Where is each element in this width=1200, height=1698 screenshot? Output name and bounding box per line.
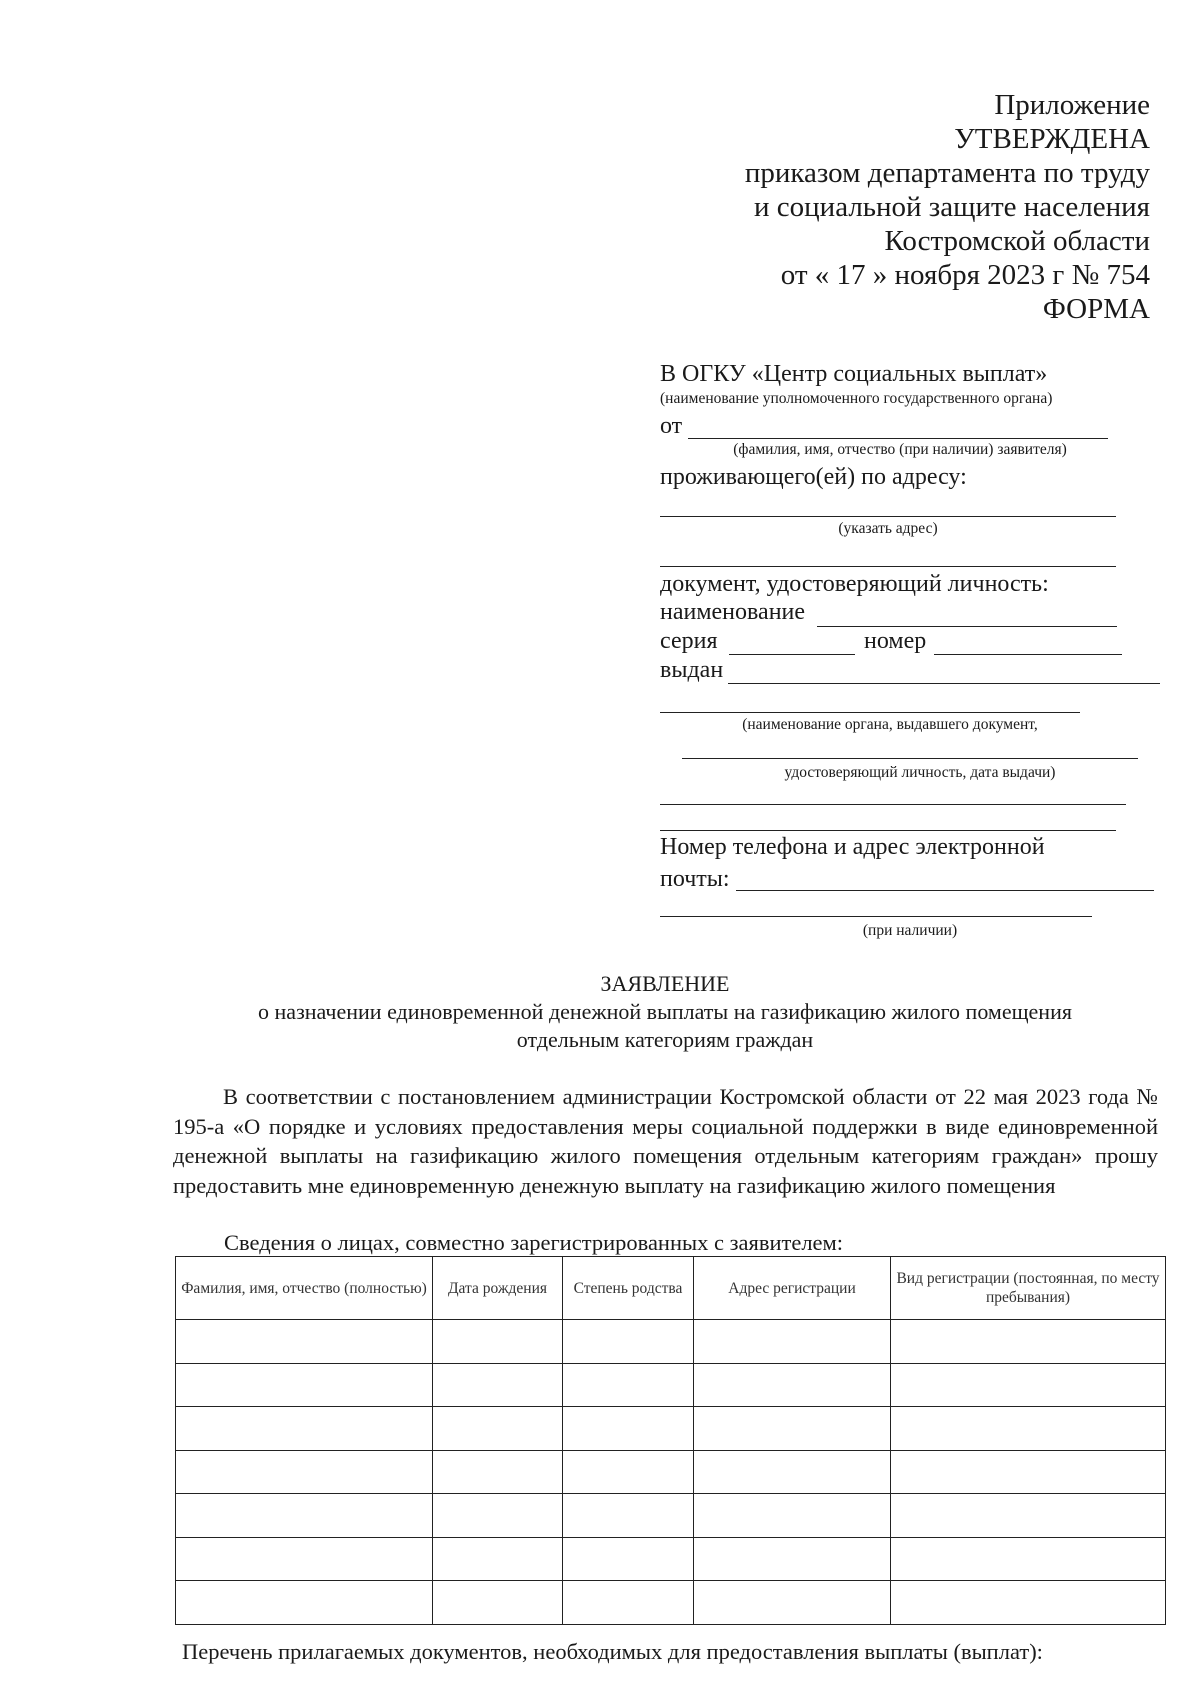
table-cell[interactable]: [176, 1581, 433, 1625]
col-registration-type: Вид регистрации (постоянная, по месту пребывания): [891, 1257, 1166, 1320]
table-row: [176, 1450, 1166, 1494]
number-label: номер: [864, 628, 927, 654]
table-cell[interactable]: [176, 1537, 433, 1581]
cohabitants-table: [175, 1256, 1166, 1625]
col-full-name: Фамилия, имя, отчество (полностью): [176, 1257, 433, 1320]
table-cell[interactable]: [433, 1320, 563, 1364]
table-row: [176, 1494, 1166, 1538]
table-cell[interactable]: [176, 1407, 433, 1451]
document-subtitle-2: отдельным категориям граждан: [516, 1027, 814, 1052]
table-cell[interactable]: [433, 1407, 563, 1451]
appendix-label: Приложение: [994, 89, 1150, 121]
order-date-number: от « 17 » ноября 2023 г № 754: [780, 259, 1150, 291]
table-cell[interactable]: [891, 1320, 1166, 1364]
table-cell[interactable]: [433, 1363, 563, 1407]
table-cell[interactable]: [433, 1537, 563, 1581]
phone-email-caption: (при наличии): [862, 922, 958, 939]
document-name-label: наименование: [660, 599, 806, 625]
table-cell[interactable]: [563, 1320, 694, 1364]
table-cell[interactable]: [563, 1494, 694, 1538]
table-cell[interactable]: [694, 1320, 891, 1364]
order-line: приказом департамента по труду: [744, 157, 1150, 189]
table-row: [176, 1363, 1166, 1407]
form-label: ФОРМА: [1042, 293, 1150, 325]
table-cell[interactable]: [433, 1450, 563, 1494]
document-name-field[interactable]: [817, 626, 1117, 627]
table-cell[interactable]: [563, 1363, 694, 1407]
phone-email-field-line-1[interactable]: [736, 890, 1154, 891]
address-label: проживающего(ей) по адресу:: [660, 464, 967, 490]
table-cell[interactable]: [563, 1450, 694, 1494]
table-cell[interactable]: [891, 1363, 1166, 1407]
table-cell[interactable]: [176, 1494, 433, 1538]
table-cell[interactable]: [891, 1537, 1166, 1581]
document-title: ЗАЯВЛЕНИЕ: [600, 971, 730, 996]
applicant-name-caption: (фамилия, имя, отчество (при наличии) заявителя): [733, 441, 1067, 458]
phone-email-field-line-2[interactable]: [660, 916, 1092, 917]
issued-field-line-2[interactable]: [660, 712, 1080, 713]
address-field-line-2[interactable]: [660, 566, 1116, 567]
table-cell[interactable]: [563, 1581, 694, 1625]
table-cell[interactable]: [433, 1581, 563, 1625]
table-cell[interactable]: [694, 1363, 891, 1407]
col-birth-date: Дата рождения: [433, 1257, 563, 1320]
table-row: [176, 1320, 1166, 1364]
series-field[interactable]: [729, 654, 855, 655]
attached-documents-label: Перечень прилагаемых документов, необходимых для предоставления выплаты (выплат):: [182, 1639, 1043, 1664]
table-cell[interactable]: [891, 1407, 1166, 1451]
col-registration-address: Адрес регистрации: [694, 1257, 891, 1320]
document-subtitle-1: о назначении единовременной денежной выплаты на газификацию жилого помещения: [258, 999, 1072, 1024]
table-cell[interactable]: [891, 1494, 1166, 1538]
table-row: [176, 1407, 1166, 1451]
issued-field-line-5[interactable]: [660, 830, 1116, 831]
table-cell[interactable]: [694, 1581, 891, 1625]
number-field[interactable]: [934, 654, 1122, 655]
issued-label: выдан: [660, 657, 724, 683]
issued-field-line-4[interactable]: [660, 804, 1126, 805]
series-label: серия: [660, 628, 718, 654]
table-cell[interactable]: [694, 1537, 891, 1581]
table-cell[interactable]: [694, 1450, 891, 1494]
table-cell[interactable]: [694, 1494, 891, 1538]
recipient-caption: (наименование уполномоченного государственного органа): [660, 390, 1053, 407]
issued-caption-2: удостоверяющий личность, дата выдачи): [784, 764, 1056, 781]
table-cell[interactable]: [176, 1320, 433, 1364]
cohabitants-intro: Сведения о лицах, совместно зарегистрированных с заявителем:: [224, 1230, 844, 1255]
approved-label: УТВЕРЖДЕНА: [954, 123, 1150, 155]
table-cell[interactable]: [563, 1537, 694, 1581]
table-cell[interactable]: [891, 1450, 1166, 1494]
table-row: [176, 1581, 1166, 1625]
issued-field-line-3[interactable]: [682, 758, 1138, 759]
statement-paragraph: В соответствии с постановлением администрации Костромской области от 22 мая 2023 года № 195-а «О порядке и условиях предоставления меры социальной поддержки в виде единовременной денежной выплаты на газификацию жилого помещения отдельным категориям граждан» прошу предоставить мне единовременную денежную выплату на газификацию жилого помещения: [173, 1084, 1158, 1198]
table-header-row: [176, 1257, 1166, 1320]
address-field-line-1[interactable]: [660, 516, 1116, 517]
issued-caption-1: (наименование органа, выдавшего документ,: [742, 716, 1038, 733]
col-relationship: Степень родства: [563, 1257, 694, 1320]
applicant-name-field[interactable]: [688, 438, 1108, 439]
table-cell[interactable]: [563, 1407, 694, 1451]
table-cell[interactable]: [433, 1494, 563, 1538]
table-cell[interactable]: [891, 1581, 1166, 1625]
table-cell[interactable]: [176, 1450, 433, 1494]
region-line: Костромской области: [884, 225, 1150, 257]
table-cell[interactable]: [694, 1407, 891, 1451]
recipient-organization: В ОГКУ «Центр социальных выплат»: [660, 361, 1048, 387]
table-row: [176, 1537, 1166, 1581]
issued-field-line-1[interactable]: [728, 683, 1160, 684]
id-document-label: документ, удостоверяющий личность:: [660, 571, 1049, 597]
from-label: от: [660, 413, 683, 439]
department-line: и социальной защите населения: [754, 191, 1150, 223]
phone-email-label-2: почты:: [660, 866, 730, 892]
phone-email-label: Номер телефона и адрес электронной: [660, 834, 1045, 860]
address-caption: (указать адрес): [838, 520, 938, 537]
table-cell[interactable]: [176, 1363, 433, 1407]
